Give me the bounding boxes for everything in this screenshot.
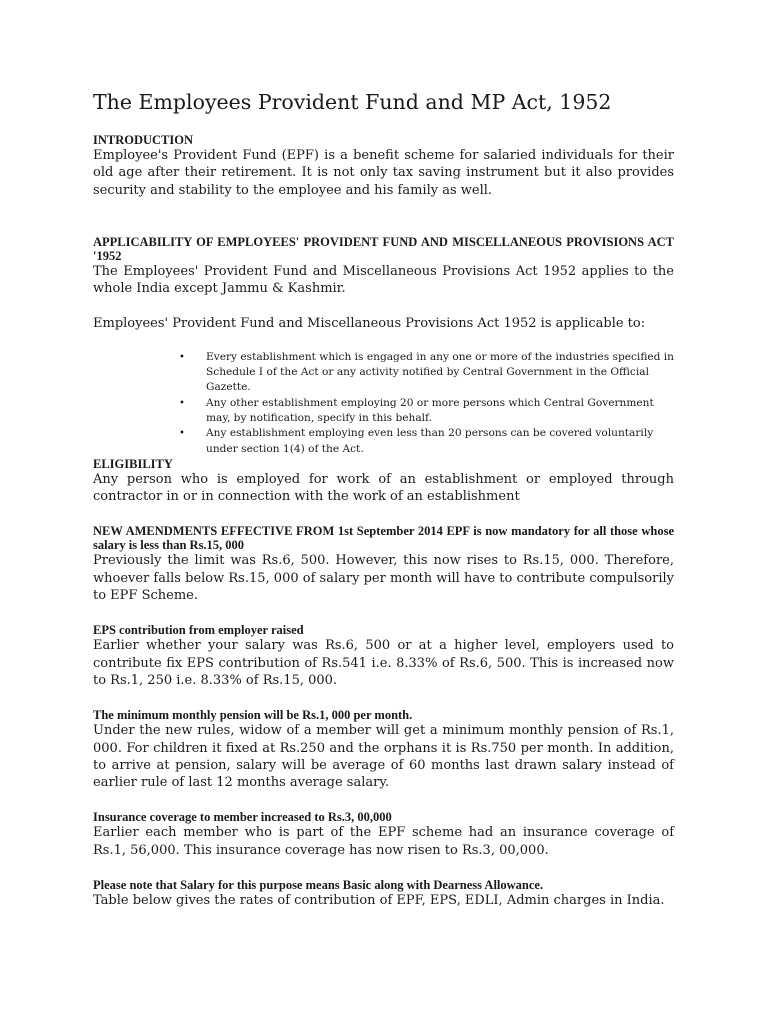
applicability-body: The Employees' Provident Fund and Miscellaneous Provisions Act 1952 applies to the whole India except Jammu & Kashmir. — [93, 263, 674, 297]
list-item-text: Any other establishment employing 20 or more persons which Central Government may, by notification, specify in this behalf. — [206, 396, 654, 424]
amendments-heading: NEW AMENDMENTS EFFECTIVE FROM 1st September 2014 EPF is now mandatory for all those whose salary is less than Rs.15, 000 — [93, 524, 674, 553]
list-item-text: Every establishment which is engaged in any one or more of the industries specified in Schedule I of the Act or any activity notified by Central Government in the Official Gazette. — [206, 350, 675, 394]
applicability-intro: Employees' Provident Fund and Miscellaneous Provisions Act 1952 is applicable to: — [93, 316, 646, 332]
pension-body: Under the new rules, widow of a member will get a minimum monthly pension of Rs.1, 000. For children it fixed at Rs.250 and the orphans it is Rs.750 per month. In addition, to arrive at pension, salary will be average of 60 months last drawn salary instead of earlier rule of last 12 months average salary. — [93, 723, 674, 791]
eps-heading: EPS contribution from employer raised — [93, 623, 304, 638]
bullet-icon: • — [179, 397, 185, 409]
eps-body: Earlier whether your salary was Rs.6, 500 or at a higher level, employers used to contribute fix EPS contribution of Rs.541 i.e. 8.33% of Rs.6, 500. This is increased now to Rs.1, 250 i.e. 8.33% of Rs.15, 000. — [93, 638, 674, 688]
insurance-body: Earlier each member who is part of the EPF scheme had an insurance coverage of Rs.1, 56,000. This insurance coverage has now risen to Rs.3, 00,000. — [93, 825, 674, 858]
introduction-body: Employee's Provident Fund (EPF) is a benefit scheme for salaried individuals for their old age after their retirement. It is not only tax saving instrument but it also provides security and stability to the employee and his family as well. — [93, 148, 674, 198]
note-body: Table below gives the rates of contribution of EPF, EPS, EDLI, Admin charges in India. — [93, 893, 665, 909]
list-item — [179, 350, 675, 396]
applicability-heading: APPLICABILITY OF EMPLOYEES' PROVIDENT FUND AND MISCELLANEOUS PROVISIONS ACT '1952 — [93, 234, 674, 263]
amendments-body: Previously the limit was Rs.6, 500. However, this now rises to Rs.15, 000. Therefore, whoever falls below Rs.15, 000 of salary per month will have to contribute compulsorily to EPF Scheme. — [93, 553, 674, 604]
document-title: The Employees Provident Fund and MP Act, 1952 — [93, 90, 612, 114]
insurance-heading: Insurance coverage to member increased to Rs.3, 00,000 — [93, 810, 392, 825]
bullet-icon: • — [179, 351, 185, 363]
introduction-heading: INTRODUCTION — [93, 133, 194, 147]
list-item — [179, 426, 674, 457]
list-item-text: Any establishment employing even less than 20 persons can be covered voluntarily under section 1(4) of the Act. — [206, 427, 654, 455]
applicability-bullet-list — [93, 350, 674, 457]
list-item — [179, 396, 674, 427]
bullet-icon: • — [179, 428, 185, 440]
note-heading: Please note that Salary for this purpose means Basic along with Dearness Allowance. — [93, 878, 544, 893]
eligibility-heading: ELIGIBILITY — [93, 456, 173, 471]
document-content — [93, 88, 674, 909]
eligibility-body: Any person who is employed for work of an establishment or employed through contractor in or in connection with the work of an establishment — [93, 471, 674, 505]
pension-heading: The minimum monthly pension will be Rs.1, 000 per month. — [93, 708, 413, 723]
